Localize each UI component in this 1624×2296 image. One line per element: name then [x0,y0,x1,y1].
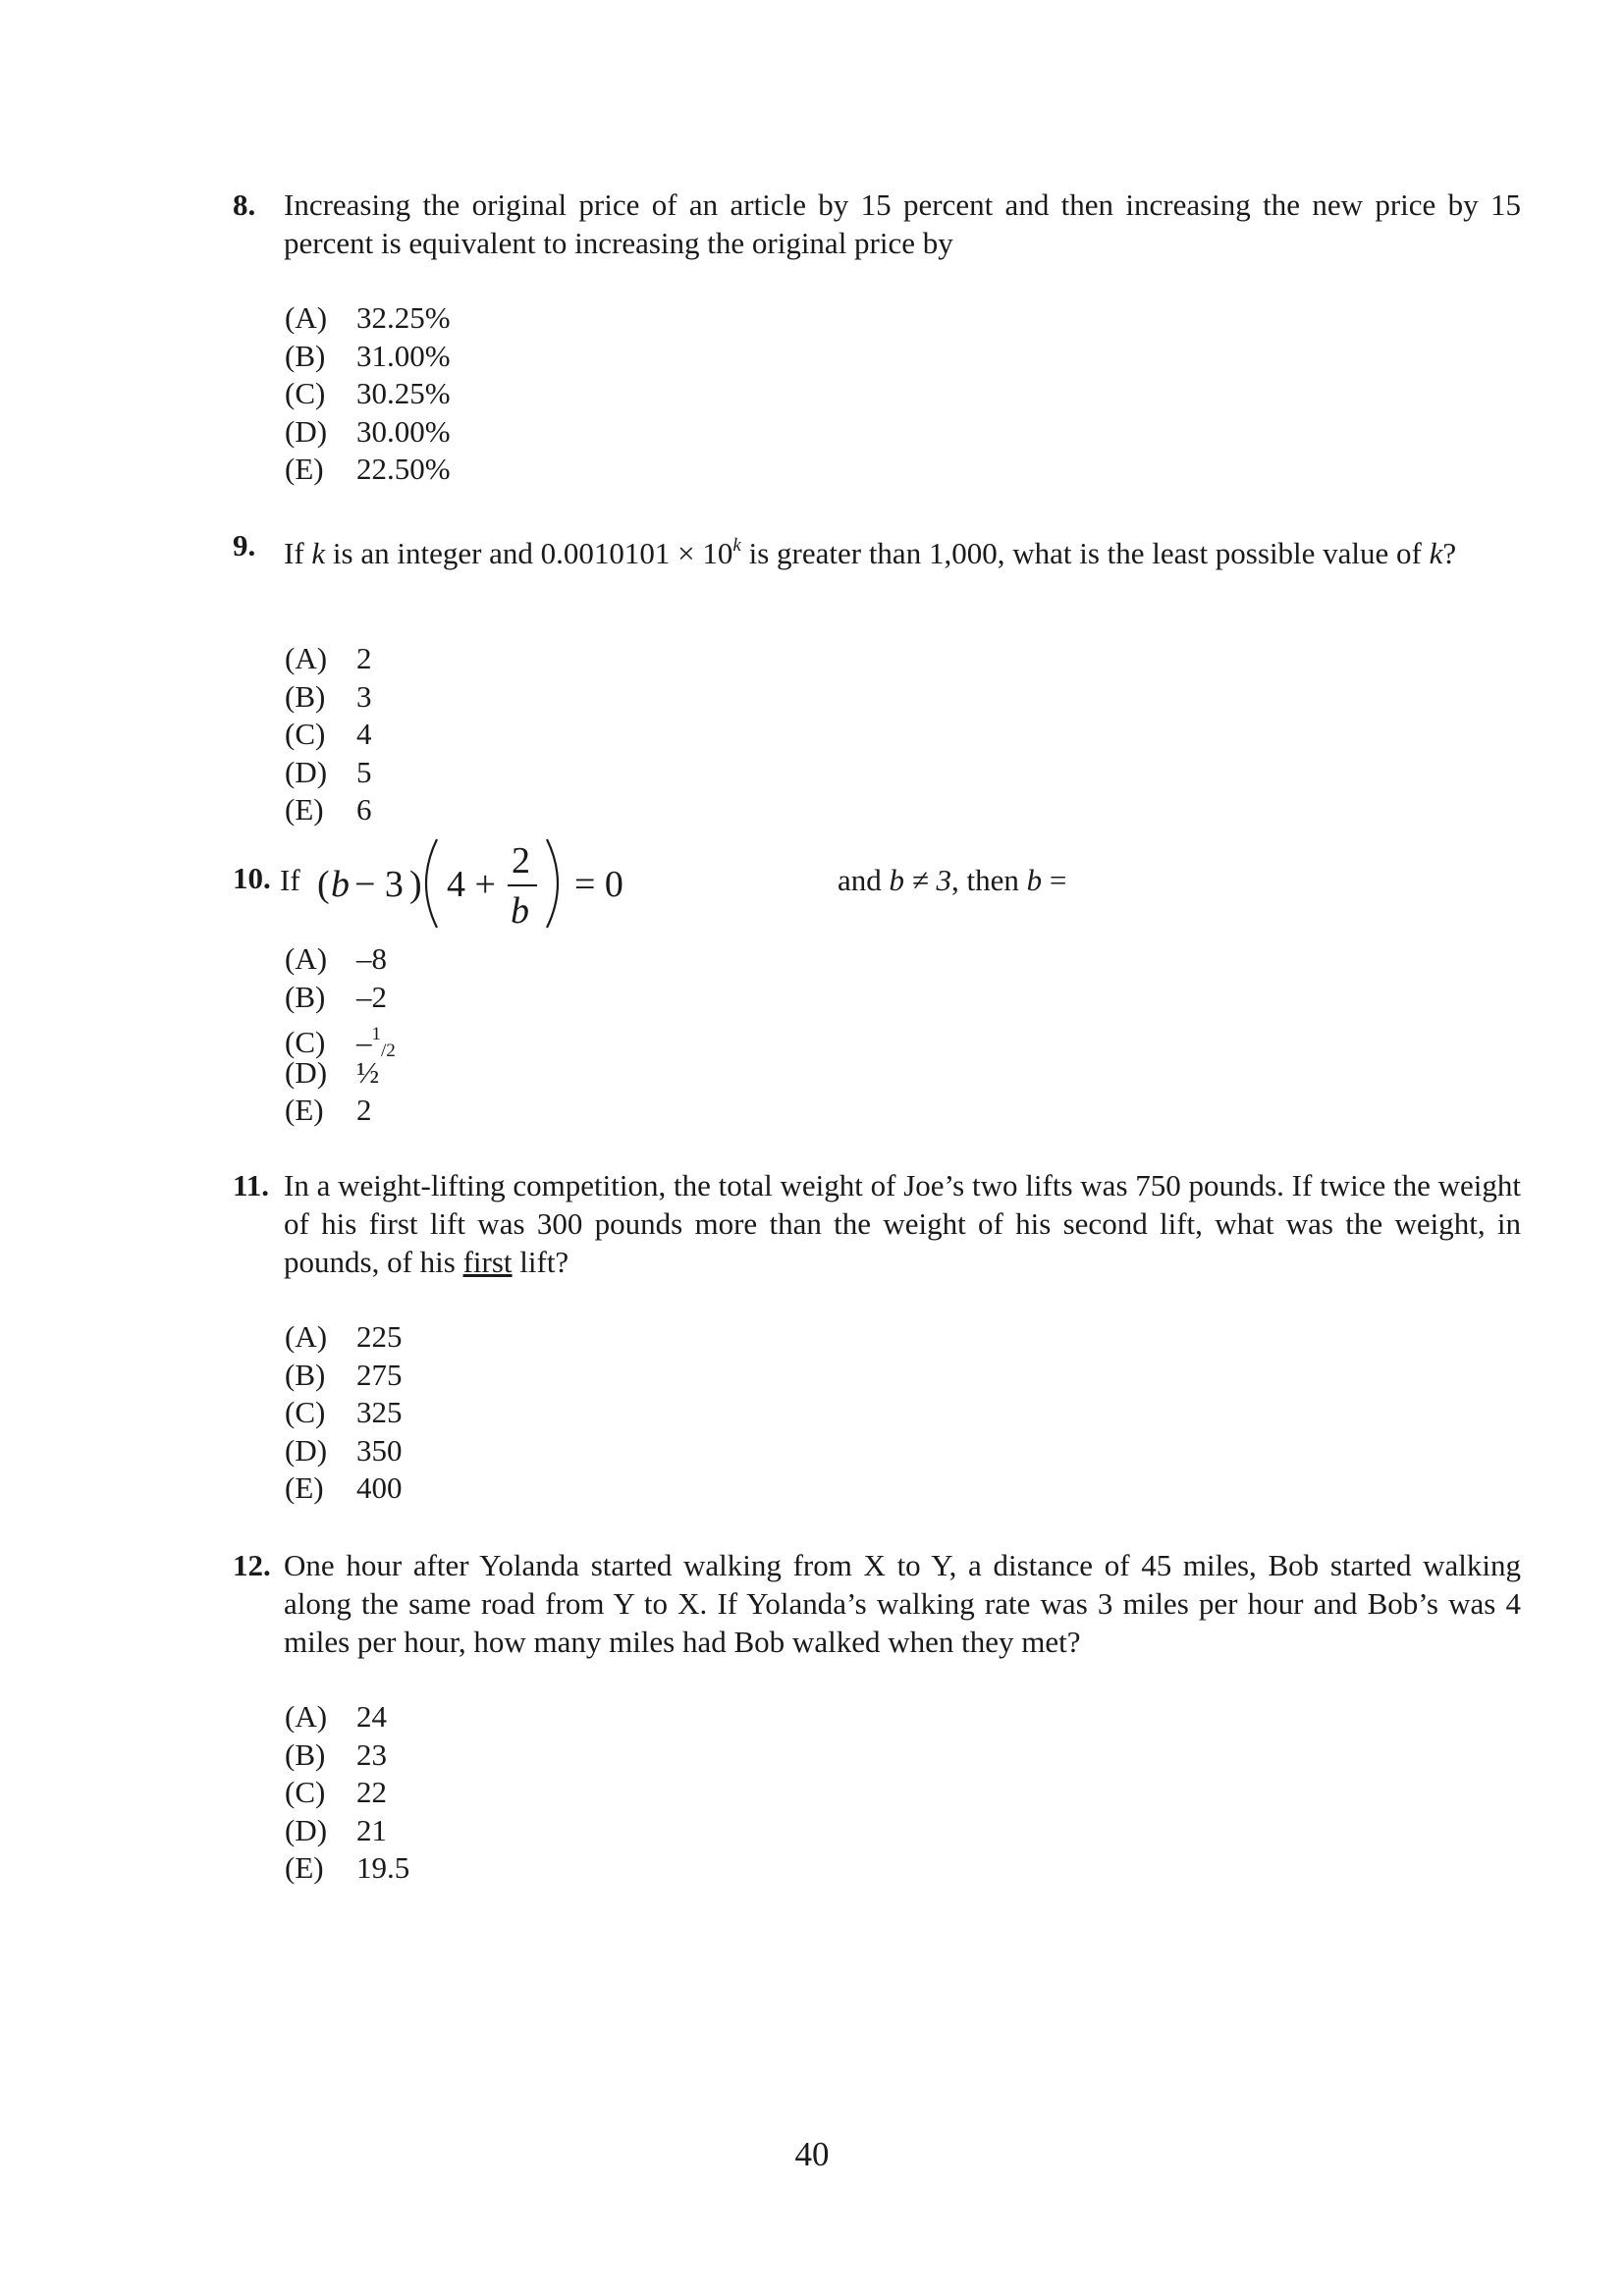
question-number: 10. [233,861,271,895]
option-value: ½ [356,1054,380,1090]
fraction-numerator: 2 [512,840,530,881]
option-label: (C) [285,1775,326,1809]
option-a[interactable] [285,299,451,338]
option-value: 22.50% [356,452,451,486]
option-e[interactable] [285,1849,409,1888]
question-lead: If [280,863,300,897]
right-paren-1: ) [409,864,422,905]
variable-b: b [1026,863,1043,897]
option-label: (A) [285,1699,328,1734]
option-d[interactable] [285,413,451,452]
option-value: 350 [356,1432,403,1468]
option-label: (A) [285,1319,328,1354]
option-label: (B) [285,678,326,714]
option-c[interactable] [285,1016,396,1061]
option-value: 275 [356,1357,403,1392]
big-right-paren [547,839,558,928]
question-10 [233,829,1116,937]
option-value: 400 [356,1470,403,1505]
option-e[interactable] [285,451,451,489]
question-text: One hour after Yolanda started walking from X to Y, a distance of 45 miles, Bob started walking along the same road from Y to X. If Yolanda’s walking rate was 3 miles per hour and Bob’s was 4 miles per hour, how many miles had Bob walked when they met? [284,1548,1521,1659]
variable-k: k [1429,536,1443,570]
option-a[interactable] [285,640,372,678]
option-c[interactable] [285,375,451,413]
option-value: –$^1_{/2}$ [356,1024,396,1061]
option-value: 225 [356,1319,403,1354]
option-label: (B) [285,979,326,1014]
equation-formula [317,829,838,937]
option-label: (D) [285,1054,328,1090]
option-label: (C) [285,1025,326,1059]
question-9 [233,526,1521,572]
option-d[interactable] [285,1054,396,1093]
option-a[interactable] [285,1698,409,1736]
option-label: (D) [285,1432,328,1468]
question-number: 9. [233,528,256,562]
option-value: 4 [356,717,372,751]
option-label: (D) [285,1812,328,1847]
option-label: (E) [285,1470,324,1505]
option-value: 30.25% [356,376,451,410]
question-12 [233,1546,1521,1661]
question-number: 12. [233,1548,271,1582]
option-b[interactable] [285,1357,403,1395]
var-b: b [331,864,350,905]
four-plus: 4 + [447,864,496,905]
option-e[interactable] [285,1469,403,1508]
option-value: –8 [356,941,387,976]
question-8 [233,186,1521,262]
option-label: (C) [285,376,326,410]
option-value: –2 [356,979,387,1014]
option-d[interactable] [285,754,372,792]
option-label: (A) [285,941,328,976]
option-value: 31.00% [356,338,451,373]
page-number: 40 [794,2135,830,2173]
exponent-k: k [732,535,741,556]
answer-options [285,1318,403,1508]
minus-three: − 3 [354,864,404,905]
option-d[interactable] [285,1432,403,1470]
option-value: 3 [356,678,372,714]
option-value: 2 [356,641,372,675]
option-d[interactable] [285,1812,409,1850]
question-text: If k is an integer and $0.0010101 \times 10^k$ is greater than 1,000, what is the least possible value of k? [284,535,1457,570]
option-value: 5 [356,754,372,789]
option-c[interactable] [285,1774,409,1812]
option-a[interactable] [285,940,396,979]
option-value: 325 [356,1395,403,1429]
answer-options [285,1698,409,1888]
question-number: 8. [233,187,256,222]
answer-options [285,640,372,829]
answer-options [285,940,396,1130]
option-label: (E) [285,792,324,827]
condition: b ≠ 3 [889,863,952,897]
option-b[interactable] [285,678,372,717]
option-a[interactable] [285,1318,403,1357]
answer-options [285,299,451,489]
option-value: 22 [356,1775,387,1809]
option-c[interactable] [285,716,372,754]
option-label: (D) [285,413,328,449]
option-label: (B) [285,338,326,373]
option-label: (E) [285,452,324,486]
option-b[interactable] [285,338,451,376]
option-e[interactable] [285,791,372,829]
question-text: In a weight-lifting competition, the total weight of Joe’s two lifts was 750 pounds. If twice the weight of his first lift was 300 pounds more than the weight of his second lift, what was the weight, in pounds, of his first lift? [284,1168,1521,1279]
option-label: (C) [285,1395,326,1429]
big-left-paren [426,839,437,928]
option-c[interactable] [285,1394,403,1432]
option-value: 6 [356,792,372,827]
option-label: (E) [285,1850,324,1885]
option-b[interactable] [285,979,396,1017]
option-label: (B) [285,1357,326,1392]
variable-k: k [311,536,326,570]
option-label: (E) [285,1093,324,1127]
option-value: 23 [356,1736,387,1772]
equals-zero: = 0 [574,864,623,905]
question-text: Increasing the original price of an article by 15 percent and then increasing the new price by 15 percent is equivalent to increasing the original price by [284,187,1521,260]
option-value: 21 [356,1812,387,1847]
underlined-word: first [462,1245,513,1279]
option-e[interactable] [285,1092,396,1130]
option-label: (B) [285,1736,326,1772]
option-value: 32.25% [356,300,451,335]
option-value: 30.00% [356,413,451,449]
option-value: 2 [356,1093,372,1127]
option-b[interactable] [285,1736,409,1775]
fraction-denominator: b [511,890,529,932]
option-label: (A) [285,300,328,335]
option-value: 19.5 [356,1850,410,1885]
question-number: 11. [233,1168,270,1202]
option-label: (D) [285,754,328,789]
question-tail: and b ≠ 3, then b = [838,863,1067,897]
option-value: 24 [356,1699,387,1734]
left-paren-1: ( [317,864,330,905]
option-label: (A) [285,641,328,675]
option-label: (C) [285,717,326,751]
question-11 [233,1166,1521,1281]
